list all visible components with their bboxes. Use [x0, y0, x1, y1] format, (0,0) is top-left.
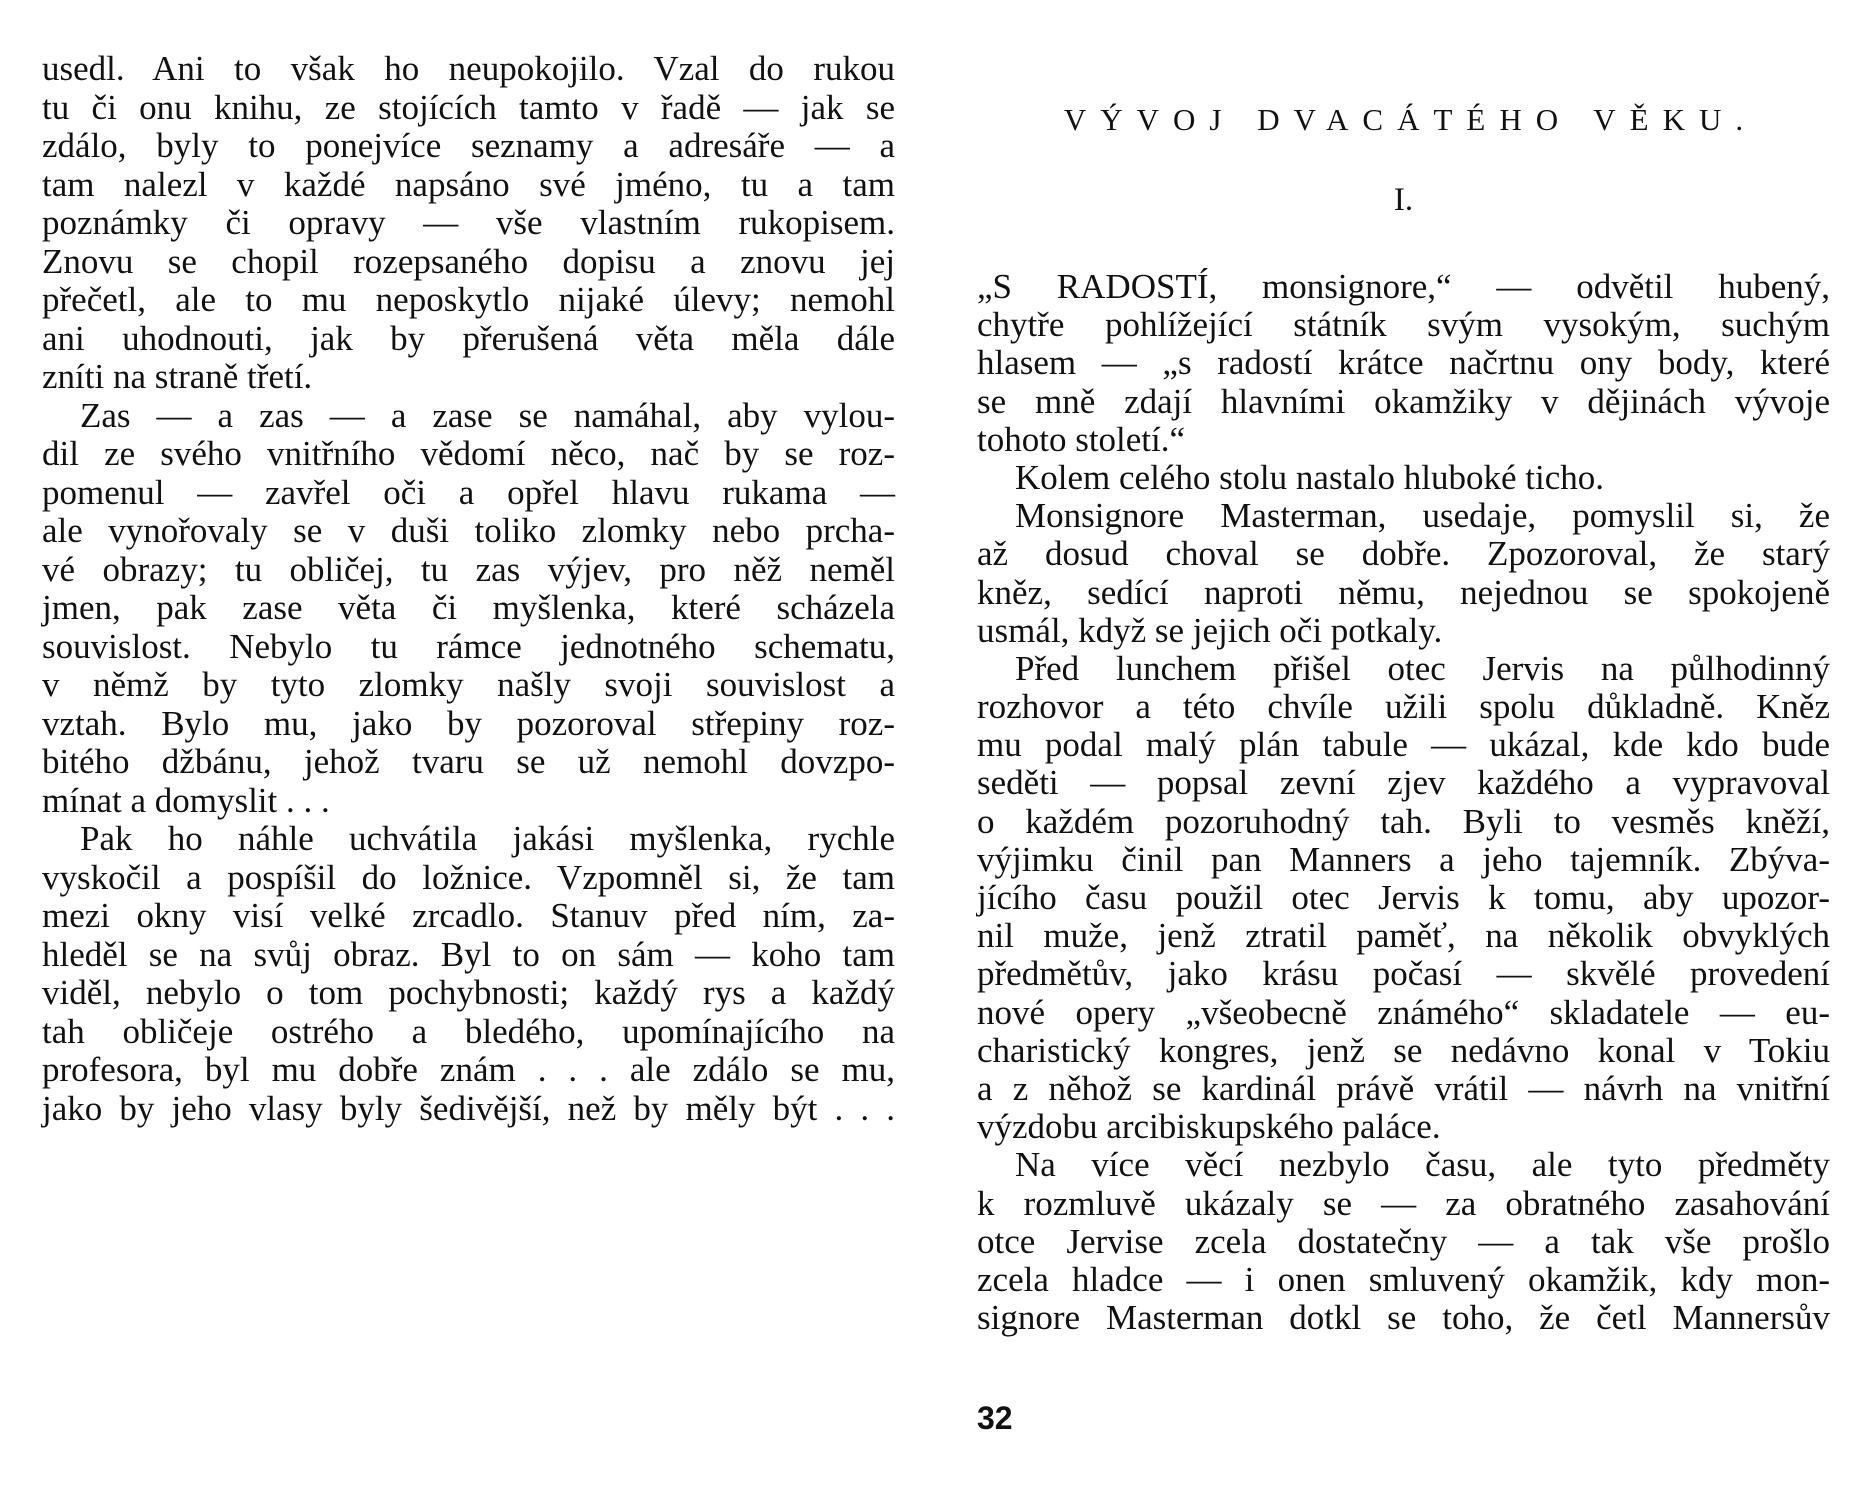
text-line: výjimku činil pan Manners a jeho tajemník. Zbýva-: [977, 839, 1830, 879]
text-line: a z něhož se kardinál právě vrátil — návrh na vnitřní: [977, 1068, 1830, 1108]
text-line: profesora, byl mu dobře znám . . . ale zdálo se mu,: [42, 1050, 895, 1089]
text-line: zníti na straně třetí.: [42, 357, 313, 396]
text-line: nové opery „všeobecně známého“ skladatele — eu-: [977, 992, 1830, 1032]
text-line: mezi okny visí velké zrcadlo. Stanuv před ním, za-: [42, 896, 895, 935]
left-page-text: [42, 50, 895, 1128]
text-line: Kolem celého stolu nastalo hluboké ticho.: [1015, 457, 1605, 497]
text-line: Pak ho náhle uchvátila jakási myšlenka, rychle: [80, 819, 895, 858]
text-line: tohoto století.“: [977, 419, 1186, 459]
text-line: o každém pozoruhodný tah. Byli to vesměs kněží,: [977, 801, 1830, 841]
text-line: zdálo, byly to ponejvíce seznamy a adresáře — a: [42, 126, 895, 165]
text-line: otce Jervise zcela dostatečny — a tak vše prošlo: [977, 1221, 1830, 1261]
text-line: mu podal malý plán tabule — ukázal, kde kdo bude: [977, 725, 1830, 765]
text-line: vztah. Bylo mu, jako by pozoroval střepiny roz-: [42, 703, 895, 743]
text-line: chytře pohlížející státník svým vysokým, suchým: [977, 305, 1830, 345]
text-line: vyskočil a pospíšil do ložnice. Vzpomněl si, že tam: [42, 857, 895, 897]
text-line: rozhovor a této chvíle užili spolu důkladně. Kněz: [977, 687, 1830, 727]
text-line: ani uhodnouti, jak by přerušená věta měla dále: [42, 318, 895, 358]
text-line: Na více věcí nezbylo času, ale tyto předměty: [1015, 1145, 1830, 1185]
chapter-number: I.: [1393, 182, 1414, 218]
text-line: usedl. Ani to však ho neupokojilo. Vzal do rukou: [42, 49, 895, 88]
text-line: ale vynořovaly se v duši toliko zlomky nebo prcha-: [42, 511, 895, 550]
text-line: „S RADOSTÍ, monsignore,“ — odvětil hubený,: [977, 267, 1830, 306]
text-line: tu či onu knihu, ze stojících tamto v řadě — jak se: [42, 87, 895, 127]
text-line: jmen, pak zase věta či myšlenka, které scházela: [42, 588, 895, 627]
chapter-heading: VÝVOJ DVACÁTÉHO VĚKU.: [1063, 102, 1758, 137]
text-line: jako by jeho vlasy byly šedivější, než by měly být . . .: [42, 1088, 895, 1128]
text-line: mínat a domyslit . . .: [42, 780, 330, 820]
text-line: předmětův, jako krásu počasí — skvělé provedení: [977, 954, 1830, 994]
text-line: viděl, nebylo o tom pochybnosti; každý rys a každý: [42, 973, 895, 1012]
text-line: nil muže, jenž ztratil paměť, na několik obvyklých: [977, 916, 1830, 956]
text-line: vé obrazy; tu obličej, tu zas výjev, pro něž neměl: [42, 549, 895, 589]
text-line: dil ze svého vnitřního vědomí něco, nač by se roz-: [42, 434, 895, 473]
text-line: charistický kongres, jenž se nedávno konal v Tokiu: [977, 1030, 1830, 1070]
text-line: hleděl se na svůj obraz. Byl to on sám — koho tam: [42, 934, 895, 974]
text-line: hlasem — „s radostí krátce načrtnu ony body, které: [977, 343, 1830, 383]
text-line: seděti — popsal zevní zjev každého a vypravoval: [977, 763, 1830, 803]
text-line: souvislost. Nebylo tu rámce jednotného schematu,: [42, 626, 895, 666]
text-line: v němž by tyto zlomky našly svoji souvislost a: [42, 665, 895, 704]
text-line: k rozmluvě ukázaly se — za obratného zasahování: [977, 1183, 1830, 1223]
text-line: se mně zdají hlavními okamžiky v dějinách vývoje: [977, 381, 1830, 421]
text-line: tah obličeje ostrého a bledého, upomínajícího na: [42, 1011, 895, 1051]
text-line: Zas — a zas — a zase se namáhal, aby vylou-: [80, 395, 895, 435]
text-line: Znovu se chopil rozepsaného dopisu a znovu jej: [42, 241, 895, 281]
text-line: až dosud choval se dobře. Zpozoroval, že starý: [977, 534, 1830, 574]
text-line: pomenul — zavřel oči a opřel hlavu rukama —: [42, 472, 895, 512]
text-line: poznámky či opravy — vše vlastním rukopisem.: [42, 203, 895, 242]
text-line: jícího času použil otec Jervis k tomu, aby upozor-: [977, 878, 1830, 917]
text-line: zcela hladce — i onen smluvený okamžik, kdy mon-: [977, 1259, 1830, 1299]
text-line: přečetl, ale to mu neposkytlo nijaké úlevy; nemohl: [42, 280, 895, 319]
page-number: 32: [977, 1400, 1013, 1436]
text-line: kněz, sedící naproti němu, nejednou se spokojeně: [977, 572, 1830, 612]
text-line: výzdobu arcibiskupského paláce.: [977, 1107, 1441, 1147]
text-line: signore Masterman dotkl se toho, že četl Mannersův: [977, 1298, 1830, 1338]
right-page-text: [977, 100, 1830, 1337]
text-line: usmál, když se jejich oči potkaly.: [977, 610, 1443, 650]
text-line: Před lunchem přišel otec Jervis na půlhodinný: [1015, 648, 1830, 688]
text-line: tam nalezl v každé napsáno své jméno, tu a tam: [42, 164, 895, 204]
text-line: bitého džbánu, jehož tvaru se už nemohl dovzpo-: [42, 742, 895, 781]
text-line: Monsignore Masterman, usedaje, pomyslil si, že: [1015, 496, 1830, 536]
